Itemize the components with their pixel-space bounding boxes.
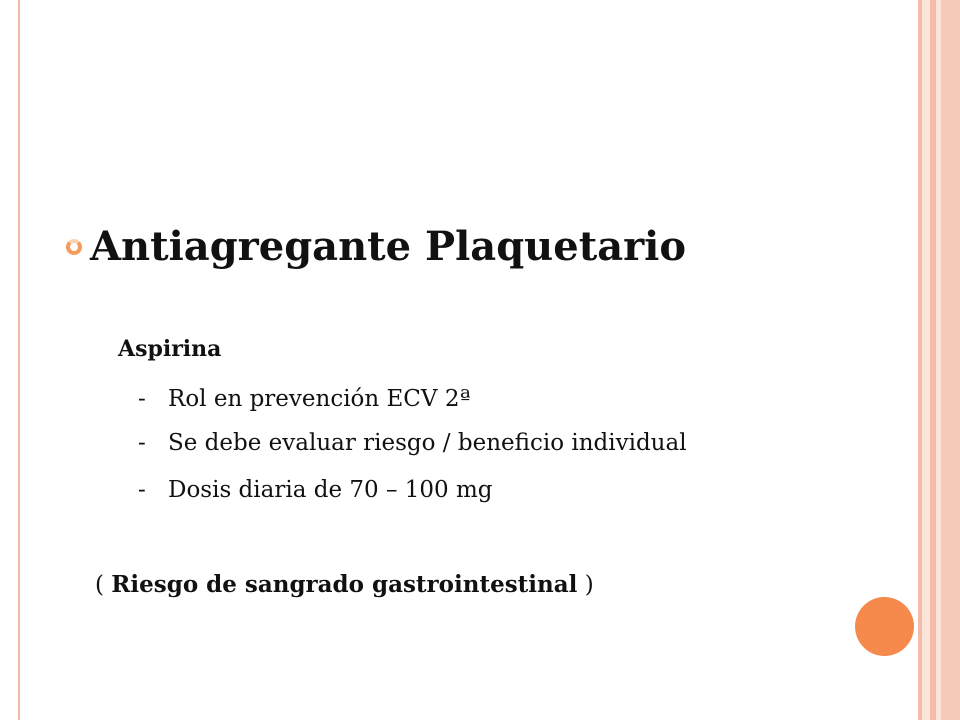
list-item-text: Dosis diaria de 70 – 100 mg (168, 477, 493, 503)
list-item (138, 430, 687, 456)
list-item-text: Se debe evaluar riesgo / beneficio individual (168, 430, 687, 456)
list-item-text: Rol en prevención ECV 2ª (168, 386, 471, 412)
ring-bullet-icon (66, 239, 82, 255)
note-text: Riesgo de sangrado gastrointestinal (111, 571, 578, 598)
sub-heading: Aspirina (118, 336, 222, 362)
slide-title: Antiagregante Plaquetario (90, 223, 687, 270)
right-border-stripe (922, 0, 930, 720)
dash-bullet: - (138, 477, 146, 503)
note-close-paren: ) (577, 572, 594, 598)
note-open-paren: ( (95, 572, 112, 598)
warning-note (95, 571, 594, 598)
list-item (138, 477, 493, 503)
right-border-stripe (941, 0, 960, 720)
dash-bullet: - (138, 430, 146, 456)
left-border-line (18, 0, 20, 720)
list-item (138, 386, 470, 412)
decorative-circle (855, 597, 914, 656)
dash-bullet: - (138, 386, 146, 412)
